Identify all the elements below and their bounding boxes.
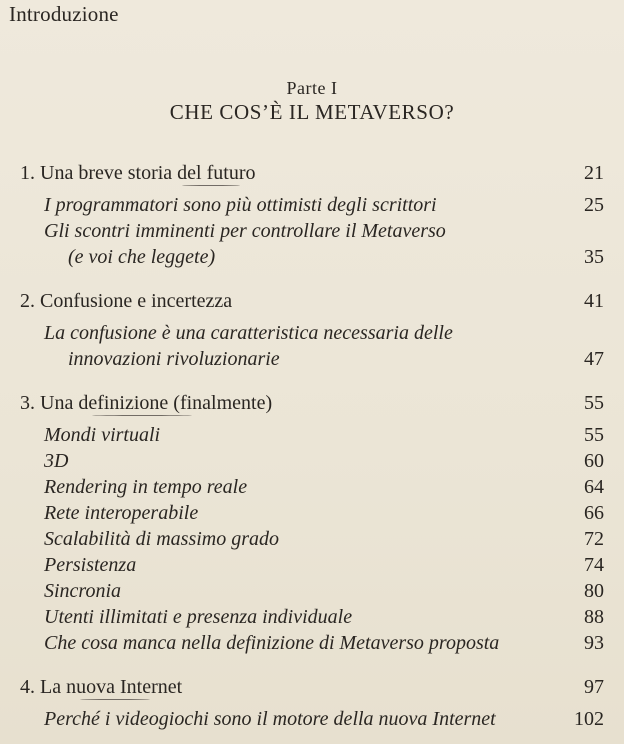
pencil-underline — [92, 415, 192, 416]
toc-chapter-2: 2. Confusione e incertezza — [20, 290, 233, 312]
toc-page-number: 102 — [574, 708, 604, 730]
toc-section: La confusione è una caratteristica necessaria delle — [44, 322, 453, 344]
toc-section-continuation: (e voi che leggete) — [68, 246, 216, 268]
toc-section: Scalabilità di massimo grado — [44, 528, 280, 550]
running-head: Introduzione — [9, 2, 119, 26]
toc-section: Gli scontri imminenti per controllare il Metaverso — [44, 220, 446, 242]
toc-section: Sincronia — [44, 580, 122, 602]
toc-page-number: 47 — [584, 348, 604, 370]
toc-page-number: 55 — [584, 424, 604, 446]
toc-section: Persistenza — [44, 554, 137, 576]
toc-section: Utenti illimitati e presenza individuale — [44, 606, 353, 628]
pencil-underline — [182, 185, 240, 186]
toc-page-number: 64 — [584, 476, 604, 498]
toc-section: I programmatori sono più ottimisti degli scrittori — [44, 194, 437, 216]
part-label: Parte I — [286, 78, 338, 98]
toc-chapter-4: 4. La nuova Internet — [20, 676, 183, 698]
toc-page-number: 21 — [584, 162, 604, 184]
toc-page-number: 55 — [584, 392, 604, 414]
toc-page-number: 35 — [584, 246, 604, 268]
toc-page-number: 80 — [584, 580, 604, 602]
part-title: CHE COS’È IL METAVERSO? — [169, 100, 455, 124]
toc-section: Mondi virtuali — [44, 424, 161, 446]
toc-page-number: 25 — [584, 194, 604, 216]
toc-section-continuation: innovazioni rivoluzionarie — [68, 348, 280, 370]
toc-page-number: 88 — [584, 606, 604, 628]
toc-page-number: 60 — [584, 450, 604, 472]
toc-page-number: 97 — [584, 676, 604, 698]
toc-page-number: 66 — [584, 502, 604, 524]
toc-page-number: 41 — [584, 290, 604, 312]
toc-section: Che cosa manca nella definizione di Metaverso proposta — [44, 632, 500, 654]
pencil-underline — [80, 699, 150, 700]
toc-chapter-1: 1. Una breve storia del futuro — [20, 162, 256, 184]
toc-section: 3D — [44, 450, 69, 472]
toc-section: Perché i videogiochi sono il motore della nuova Internet — [44, 708, 496, 730]
toc-page-number: 72 — [584, 528, 604, 550]
toc-section: Rendering in tempo reale — [44, 476, 248, 498]
toc-page-number: 74 — [584, 554, 604, 576]
toc-chapter-3: 3. Una definizione (finalmente) — [20, 392, 273, 414]
toc-page-number: 93 — [584, 632, 604, 654]
toc-section: Rete interoperabile — [44, 502, 199, 524]
